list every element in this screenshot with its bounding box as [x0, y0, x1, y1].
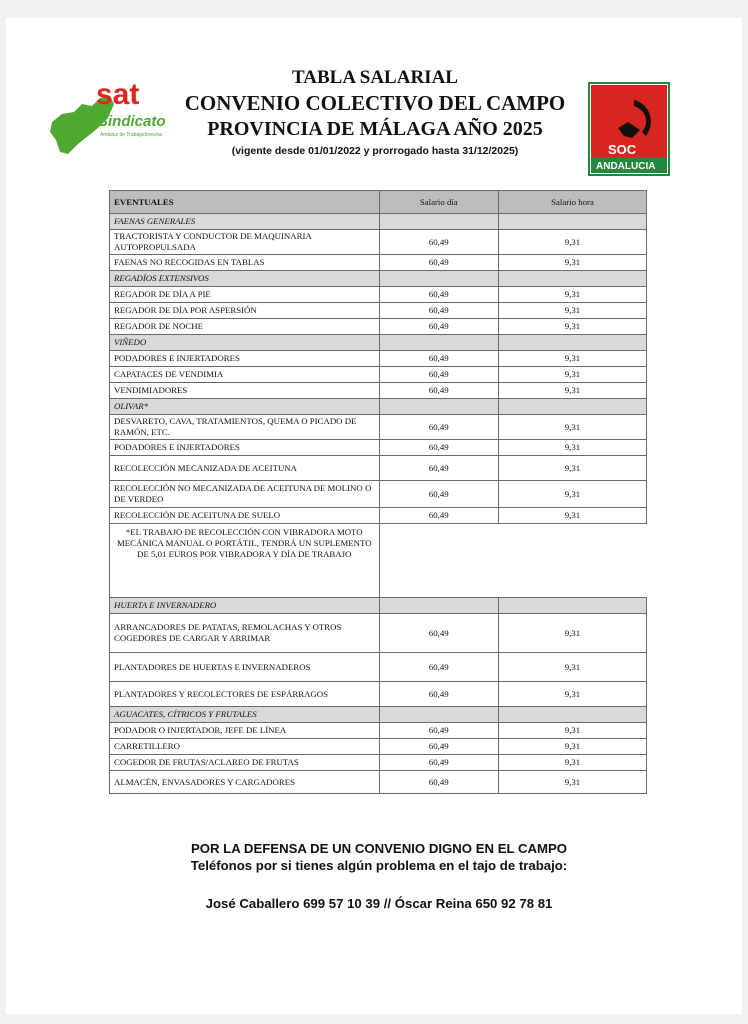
salario-dia-value: 60,49	[379, 481, 498, 508]
job-category: REGADOR DE DÍA A PIE	[110, 287, 380, 303]
table-row	[110, 456, 647, 481]
salario-dia-value: 60,49	[379, 653, 498, 682]
table-row	[110, 682, 647, 707]
section-row	[110, 214, 647, 230]
section-title: FAENAS GENERALES	[110, 214, 380, 230]
table-row	[110, 739, 647, 755]
title-line-2: CONVENIO COLECTIVO DEL CAMPO	[184, 91, 566, 115]
job-category: VENDIMIADORES	[110, 383, 380, 399]
job-category: PLANTADORES DE HUERTAS E INVERNADEROS	[110, 653, 380, 682]
soc-andalucia-logo	[588, 82, 670, 176]
job-category: CARRETILLERO	[110, 739, 380, 755]
section-empty-cell	[379, 399, 498, 415]
salario-dia-value: 60,49	[379, 383, 498, 399]
salario-dia-value: 60,49	[379, 614, 498, 653]
table-row	[110, 319, 647, 335]
salario-dia-value: 60,49	[379, 440, 498, 456]
salario-hora-value: 9,31	[498, 771, 646, 794]
salario-dia-value: 60,49	[379, 303, 498, 319]
section-empty-cell	[498, 335, 646, 351]
table-row	[110, 255, 647, 271]
section-empty-cell	[379, 335, 498, 351]
salario-hora-value: 9,31	[498, 755, 646, 771]
section-row	[110, 335, 647, 351]
salario-hora-value: 9,31	[498, 508, 646, 524]
salario-hora-value: 9,31	[498, 415, 646, 440]
salario-dia-value: 60,49	[379, 230, 498, 255]
salario-dia-value: 60,49	[379, 771, 498, 794]
job-category: RECOLECCIÓN MECANIZADA DE ACEITUNA	[110, 456, 380, 481]
salario-hora-value: 9,31	[498, 440, 646, 456]
table-row	[110, 415, 647, 440]
job-category: ALMACÉN, ENVASADORES Y CARGADORES	[110, 771, 380, 794]
section-empty-cell	[498, 707, 646, 723]
page-title: TABLA SALARIAL	[292, 67, 458, 88]
section-title: VIÑEDO	[110, 335, 380, 351]
section-row	[110, 399, 647, 415]
job-category: TRACTORISTA Y CONDUCTOR DE MAQUINARIA AUTOPROPULSADA	[110, 230, 380, 255]
section-title: HUERTA E INVERNADERO	[110, 598, 380, 614]
salario-hora-value: 9,31	[498, 456, 646, 481]
footer-slogan: POR LA DEFENSA DE UN CONVENIO DIGNO EN EL CAMPO	[190, 841, 568, 856]
job-category: CAPATACES DE VENDIMIA	[110, 367, 380, 383]
section-empty-cell	[379, 214, 498, 230]
section-title: AGUACATES, CÍTRICOS Y FRUTALES	[110, 707, 380, 723]
section-empty-cell	[498, 399, 646, 415]
salario-hora-value: 9,31	[498, 723, 646, 739]
job-category: PODADORES E INJERTADORES	[110, 440, 380, 456]
sat-small-text: Andaluz de Trabajadores/as	[100, 132, 163, 138]
section-empty-cell	[498, 214, 646, 230]
salario-dia-value: 60,49	[379, 755, 498, 771]
section-empty-cell	[498, 598, 646, 614]
header-salario-dia: Salario día	[379, 191, 498, 214]
job-category: ARRANCADORES DE PATATAS, REMOLACHAS Y OTROS COGEDORES DE CARGAR Y ARRIMAR	[110, 614, 380, 653]
section-row	[110, 707, 647, 723]
salario-hora-value: 9,31	[498, 255, 646, 271]
salario-dia-value: 60,49	[379, 415, 498, 440]
section-empty-cell	[498, 271, 646, 287]
validity-subtitle: (vigente desde 01/01/2022 y prorrogado hasta 31/12/2025)	[231, 145, 519, 157]
salario-dia-value: 60,49	[379, 456, 498, 481]
salario-dia-value: 60,49	[379, 508, 498, 524]
salario-hora-value: 9,31	[498, 739, 646, 755]
salario-hora-value: 9,31	[498, 614, 646, 653]
job-category: COGEDOR DE FRUTAS/ACLAREO DE FRUTAS	[110, 755, 380, 771]
section-empty-cell	[379, 707, 498, 723]
salario-hora-value: 9,31	[498, 230, 646, 255]
table-row	[110, 755, 647, 771]
salario-dia-value: 60,49	[379, 351, 498, 367]
footer-phones-intro: Teléfonos por si tienes algún problema en el tajo de trabajo:	[190, 858, 568, 873]
header-eventuales: EVENTUALES	[110, 191, 380, 214]
salario-dia-value: 60,49	[379, 319, 498, 335]
job-category: FAENAS NO RECOGIDAS EN TABLAS	[110, 255, 380, 271]
salario-dia-value: 60,49	[379, 287, 498, 303]
table-row	[110, 367, 647, 383]
salario-hora-value: 9,31	[498, 653, 646, 682]
salario-dia-value: 60,49	[379, 367, 498, 383]
salario-hora-value: 9,31	[498, 383, 646, 399]
salario-dia-value: 60,49	[379, 255, 498, 271]
salario-hora-value: 9,31	[498, 367, 646, 383]
soc-wordmark: SOC	[608, 142, 637, 157]
olivar-note: *EL TRABAJO DE RECOLECCIÓN CON VIBRADORA MOTO MECÁNICA MANUAL O PORTÁTIL, TENDRÁ UN SUPLEMENTO DE 5,01 EUROS POR VIBRADORA Y DÍA DE TRABAJO	[110, 524, 380, 598]
section-row	[110, 598, 647, 614]
olivar-note-row	[110, 524, 647, 598]
section-title: REGADÍOS EXTENSIVOS	[110, 271, 380, 287]
salario-hora-value: 9,31	[498, 481, 646, 508]
job-category: RECOLECCIÓN DE ACEITUNA DE SUELO	[110, 508, 380, 524]
sat-sindicato-text: Sindicato	[98, 113, 166, 130]
table-row	[110, 481, 647, 508]
table-row	[110, 383, 647, 399]
salario-dia-value: 60,49	[379, 723, 498, 739]
table-row	[110, 771, 647, 794]
salario-hora-value: 9,31	[498, 351, 646, 367]
job-category: REGADOR DE NOCHE	[110, 319, 380, 335]
table-row	[110, 230, 647, 255]
table-row	[110, 614, 647, 653]
section-title: OLIVAR*	[110, 399, 380, 415]
section-row	[110, 271, 647, 287]
job-category: PODADOR O INJERTADOR, JEFE DE LÍNEA	[110, 723, 380, 739]
salario-hora-value: 9,31	[498, 303, 646, 319]
job-category: DESVARETO, CAVA, TRATAMIENTOS, QUEMA O PICADO DE RAMÓN, ETC.	[110, 415, 380, 440]
section-empty-cell	[379, 598, 498, 614]
note-empty-cell	[379, 524, 646, 598]
salario-dia-value: 60,49	[379, 682, 498, 707]
salario-dia-value: 60,49	[379, 739, 498, 755]
salario-hora-value: 9,31	[498, 682, 646, 707]
table-row	[110, 440, 647, 456]
table-row	[110, 351, 647, 367]
title-block	[150, 66, 600, 159]
section-empty-cell	[379, 271, 498, 287]
table-body	[110, 214, 647, 794]
footer	[110, 840, 648, 912]
table-header-row	[110, 191, 647, 214]
table-row	[110, 653, 647, 682]
table-row	[110, 303, 647, 319]
job-category: PODADORES E INJERTADORES	[110, 351, 380, 367]
table-row	[110, 508, 647, 524]
sat-wordmark: sat	[96, 78, 140, 111]
salario-hora-value: 9,31	[498, 287, 646, 303]
job-category: PLANTADORES Y RECOLECTORES DE ESPÁRRAGOS	[110, 682, 380, 707]
table-row	[110, 723, 647, 739]
job-category: REGADOR DE DÍA POR ASPERSIÓN	[110, 303, 380, 319]
table-row	[110, 287, 647, 303]
header-salario-hora: Salario hora	[498, 191, 646, 214]
footer-contacts: José Caballero 699 57 10 39 // Óscar Reina 650 92 78 81	[205, 896, 553, 911]
title-line-3: PROVINCIA DE MÁLAGA AÑO 2025	[207, 118, 543, 140]
salario-hora-value: 9,31	[498, 319, 646, 335]
job-category: RECOLECCIÓN NO MECANIZADA DE ACEITUNA DE MOLINO O DE VERDEO	[110, 481, 380, 508]
salary-table	[109, 190, 647, 794]
soc-sub-text: ANDALUCIA	[596, 161, 656, 172]
